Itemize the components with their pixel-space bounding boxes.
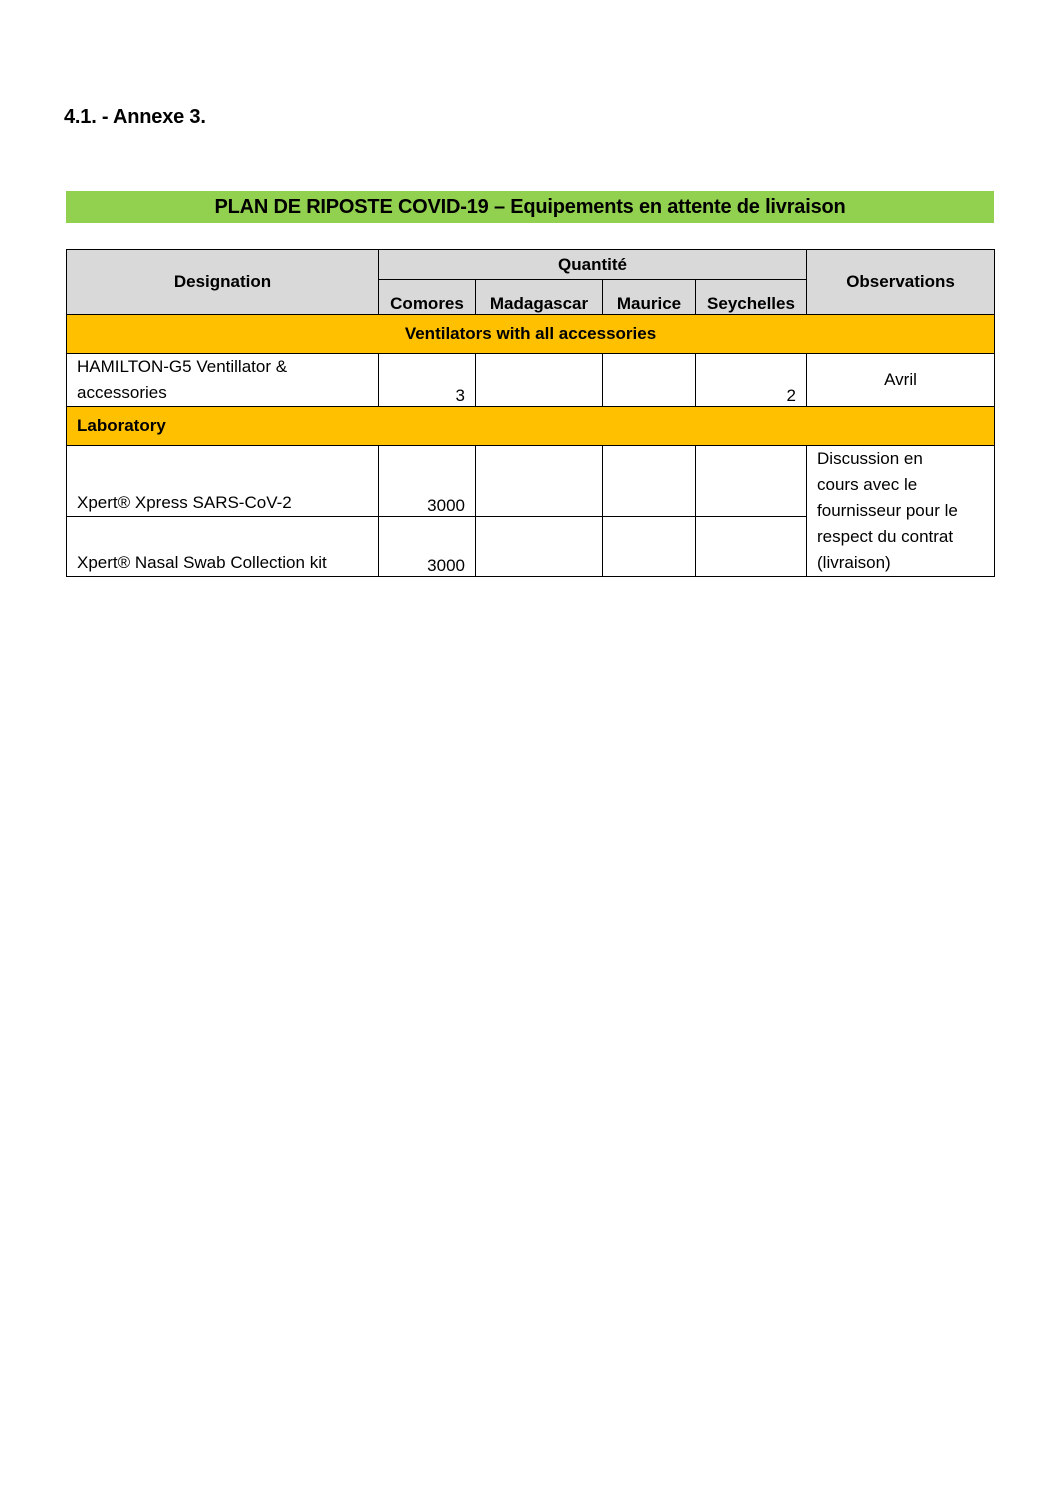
qty-maurice [603, 446, 696, 517]
category-laboratory: Laboratory [67, 407, 995, 446]
section-heading: 4.1. - Annexe 3. [64, 106, 206, 128]
observation-cell: Avril [807, 354, 995, 407]
qty-comores: 3000 [379, 446, 476, 517]
observation-line: fournisseur pour le [817, 501, 958, 520]
qty-seychelles: 2 [696, 354, 807, 407]
header-observations: Observations [807, 250, 995, 315]
category-ventilators: Ventilators with all accessories [67, 315, 995, 354]
qty-comores: 3 [379, 354, 476, 407]
designation-cell: Xpert® Xpress SARS-CoV-2 [67, 446, 379, 517]
designation-cell: Xpert® Nasal Swab Collection kit [67, 516, 379, 576]
header-country-seychelles: Seychelles [696, 280, 807, 315]
header-country-comores: Comores [379, 280, 476, 315]
header-quantity: Quantité [379, 250, 807, 280]
equipment-table [66, 249, 995, 577]
qty-maurice [603, 516, 696, 576]
designation-line: HAMILTON-G5 Ventillator & [77, 357, 288, 376]
plan-banner: PLAN DE RIPOSTE COVID-19 – Equipements en attente de livraison [66, 191, 994, 223]
category-row-laboratory [67, 407, 995, 446]
category-row-ventilators [67, 315, 995, 354]
header-country-maurice: Maurice [603, 280, 696, 315]
header-row-top [67, 250, 995, 280]
qty-maurice [603, 354, 696, 407]
table-row [67, 446, 995, 517]
qty-madagascar [476, 446, 603, 517]
observation-cell-laboratory [807, 446, 995, 577]
qty-seychelles [696, 446, 807, 517]
header-designation: Designation [67, 250, 379, 315]
designation-line: accessories [77, 383, 167, 402]
observation-line: cours avec le [817, 475, 918, 494]
qty-madagascar [476, 354, 603, 407]
observation-line: respect du contrat [817, 527, 954, 546]
qty-seychelles [696, 516, 807, 576]
qty-madagascar [476, 516, 603, 576]
designation-cell [67, 354, 379, 407]
observation-line: Discussion en [817, 449, 923, 468]
header-country-madagascar: Madagascar [476, 280, 603, 315]
table-row [67, 354, 995, 407]
observation-line: (livraison) [817, 553, 891, 572]
qty-comores: 3000 [379, 516, 476, 576]
